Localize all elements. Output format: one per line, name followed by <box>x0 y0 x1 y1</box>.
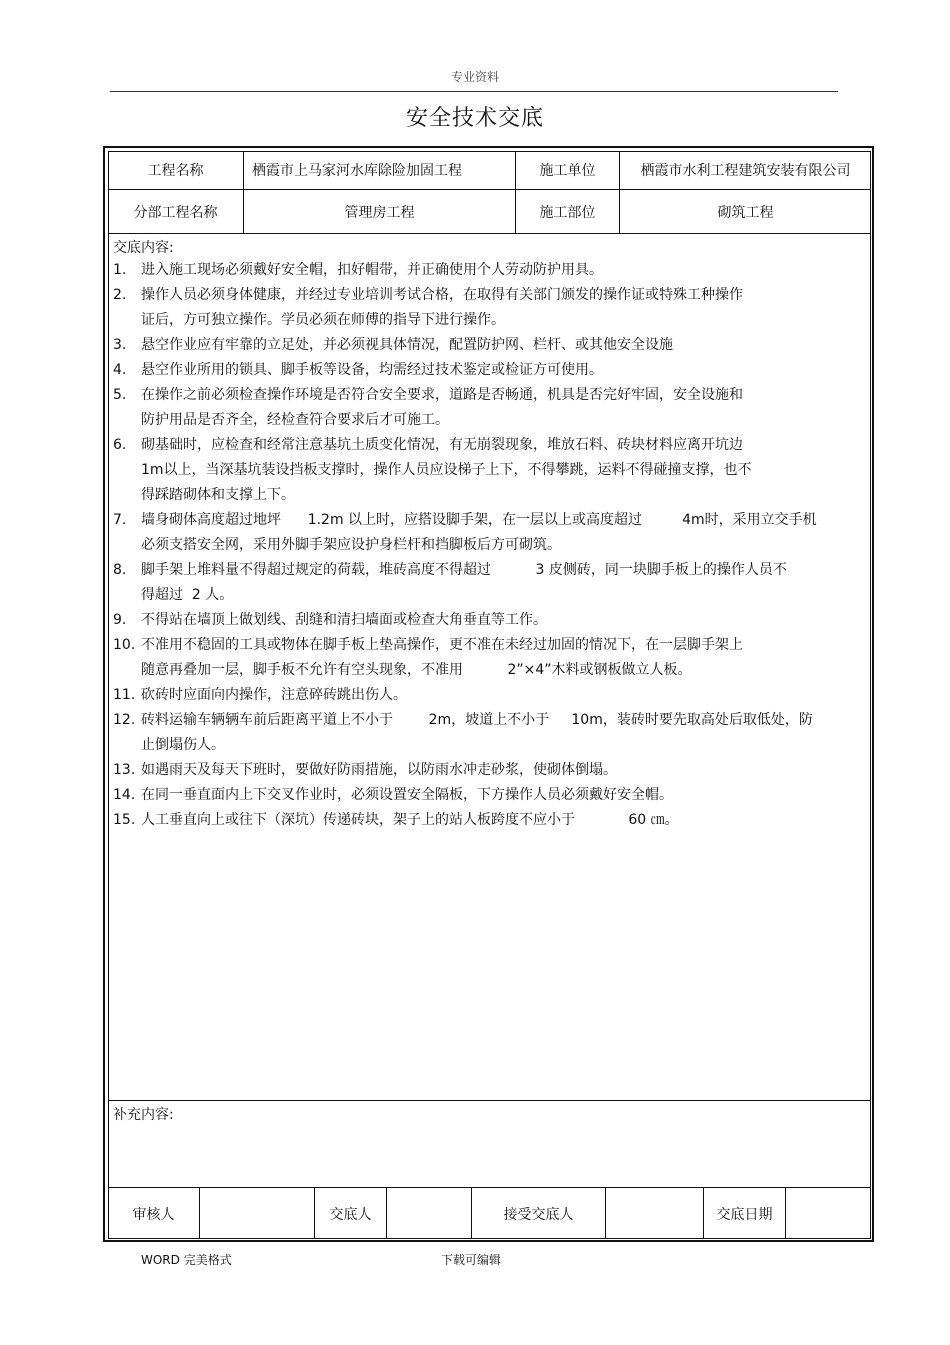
construction-unit-value: 栖霞市水利工程建筑安装有限公司 <box>640 163 851 179</box>
item-line: 不准用不稳固的工具或物体在脚手板上垫高操作，更不准在未经过加固的情况下，在一层脚手架上 <box>141 637 743 653</box>
page-header: 专业资料 <box>450 70 499 84</box>
item-line: 人工垂直向上或往下（深坑）传递砖块，架子上的站人板跨度不应小于 60 ㎝。 <box>141 812 679 828</box>
disclosure-date-label: 交底日期 <box>716 1206 773 1223</box>
item-line: 砌基础时，应检查和经常注意基坑土质变化情况，有无崩裂现象，堆放石料、砖块材料应离开坑边 <box>141 437 743 453</box>
list-item <box>113 708 865 758</box>
item-line: 砖料运输车辆辆车前后距离平道上不小于 2m，坡道上不小于 10m，装砖时要先取高处后取低处，防 <box>141 712 813 728</box>
item-line: 得超过 2 人。 <box>141 587 234 603</box>
list-item <box>113 358 865 383</box>
item-line: 悬空作业应有牢靠的立足处，并必须视具体情况，配置防护网、栏杆、或其他安全设施 <box>141 337 673 353</box>
list-item <box>113 808 865 833</box>
item-line: 进入施工现场必须戴好安全帽，扣好帽带，并正确使用个人劳动防护用具。 <box>141 262 603 278</box>
item-line: 墙身砌体高度超过地坪 1.2m 以上时，应搭设脚手架，在一层以上或高度超过 4m时，采用立交手机 <box>141 512 817 528</box>
item-number: 11. <box>113 687 136 703</box>
item-number: 10. <box>113 637 136 653</box>
receiver-value[interactable] <box>606 1188 703 1239</box>
disclosure-content-label: 交底内容: <box>113 240 174 256</box>
item-line: 止倒塌伤人。 <box>141 737 225 753</box>
construction-location-label: 施工部位 <box>539 204 596 221</box>
document-title: 安全技术交底 <box>405 106 544 131</box>
disclosure-date-value[interactable] <box>786 1188 871 1239</box>
item-line: 得踩踏砌体和支撑上下。 <box>141 487 295 503</box>
sub-project-label: 分部工程名称 <box>133 204 218 221</box>
sub-project-value: 管理房工程 <box>344 204 415 221</box>
reviewer-value[interactable] <box>200 1188 314 1239</box>
item-line: 砍砖时应面向内操作，注意碎砖跳出伤人。 <box>141 687 407 703</box>
receiver-label: 接受交底人 <box>503 1206 574 1223</box>
item-number: 1. <box>113 262 127 278</box>
item-line: 悬空作业所用的锁具、脚手板等设备，均需经过技术鉴定或检证方可使用。 <box>141 362 603 378</box>
item-line: 操作人员必须身体健康，并经过专业培训考试合格，在取得有关部门颁发的操作证或特殊工种操作 <box>141 287 743 303</box>
item-line: 脚手架上堆料量不得超过规定的荷载，堆砖高度不得超过 3 皮侧砖，同一块脚手板上的操作人员不 <box>141 562 787 578</box>
item-number: 4. <box>113 362 127 378</box>
construction-location-value: 砌筑工程 <box>717 204 774 221</box>
list-item <box>113 683 865 708</box>
discloser-value[interactable] <box>387 1188 471 1239</box>
row-divider-2 <box>108 233 871 234</box>
list-item <box>113 333 865 358</box>
footer-left: WORD 完美格式 <box>141 1253 232 1267</box>
item-number: 15. <box>113 812 136 828</box>
list-item <box>113 558 865 608</box>
item-line: 在同一垂直面内上下交叉作业时，必须设置安全隔板，下方操作人员必须戴好安全帽。 <box>141 787 673 803</box>
discloser-label: 交底人 <box>329 1206 372 1223</box>
list-item <box>113 508 865 558</box>
disclosure-items <box>113 258 865 833</box>
item-number: 7. <box>113 512 127 528</box>
item-number: 5. <box>113 387 127 403</box>
item-number: 8. <box>113 562 127 578</box>
reviewer-label: 审核人 <box>132 1206 175 1223</box>
item-line: 证后，方可独立操作。学员必须在师傅的指导下进行操作。 <box>141 312 505 328</box>
list-item <box>113 258 865 283</box>
construction-unit-label: 施工单位 <box>539 163 596 179</box>
item-line: 在操作之前必须检查操作环境是否符合安全要求，道路是否畅通，机具是否完好牢固，安全设施和 <box>141 387 743 403</box>
item-line: 如遇雨天及每天下班时，要做好防雨措施，以防雨水冲走砂浆，使砌体倒塌。 <box>141 762 617 778</box>
list-item <box>113 633 865 683</box>
item-number: 9. <box>113 612 127 628</box>
header-rule <box>110 91 838 92</box>
item-number: 12. <box>113 712 136 728</box>
supplement-content-label: 补充内容: <box>113 1107 174 1123</box>
row-divider-3 <box>108 1100 871 1101</box>
project-name-value: 栖霞市上马家河水库除险加固工程 <box>252 163 462 179</box>
footer-middle: 下载可编辑 <box>441 1253 502 1267</box>
item-number: 13. <box>113 762 136 778</box>
item-number: 6. <box>113 437 127 453</box>
item-line: 随意再叠加一层，脚手板不允许有空头现象，不准用 2”×4”木料或钢板做立人板。 <box>141 662 692 678</box>
list-item <box>113 283 865 333</box>
item-line: 必须支搭安全网，采用外脚手架应设护身栏杆和挡脚板后方可砌筑。 <box>141 537 561 553</box>
item-line: 防护用品是否齐全，经检查符合要求后才可施工。 <box>141 412 449 428</box>
list-item <box>113 608 865 633</box>
list-item <box>113 758 865 783</box>
item-number: 2. <box>113 287 127 303</box>
item-number: 14. <box>113 787 136 803</box>
item-line: 1m以上，当深基坑装设挡板支撑时，操作人员应设梯子上下，不得攀跳，运料不得碰撞支撑，也不 <box>141 462 752 478</box>
list-item <box>113 383 865 433</box>
list-item <box>113 433 865 508</box>
project-name-label: 工程名称 <box>147 163 204 179</box>
item-number: 3. <box>113 337 127 353</box>
item-line: 不得站在墙顶上做划线、刮缝和清扫墙面或检查大角垂直等工作。 <box>141 612 547 628</box>
list-item <box>113 783 865 808</box>
